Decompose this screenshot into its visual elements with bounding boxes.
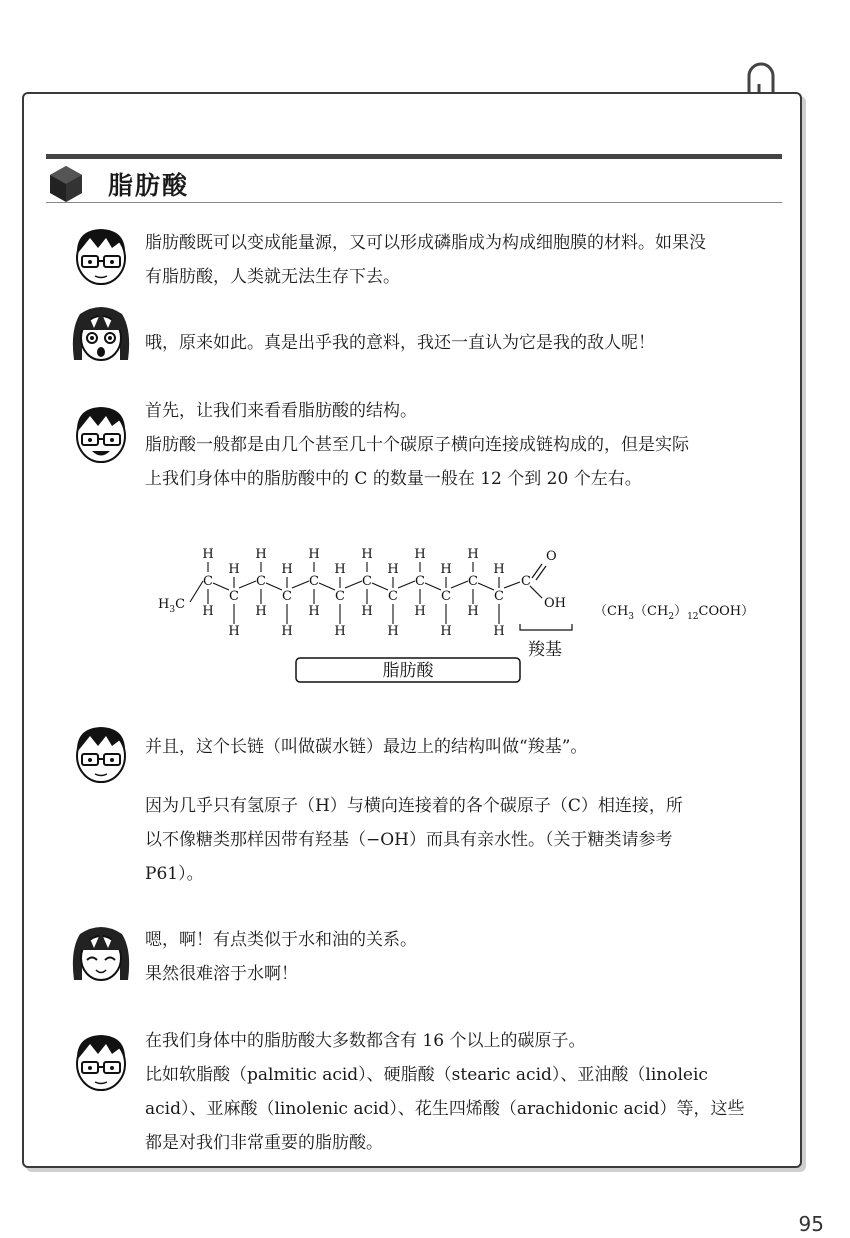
dialogue-text-4 [145,730,587,764]
fatty-acid-label: 脂肪酸 [382,661,434,681]
dialogue-text-7 [145,1024,745,1160]
text-line: 上我们身体中的脂肪酸中的 C 的数量一般在 12 个到 20 个左右。 [145,469,642,489]
carbon-atom: C [309,574,319,589]
dialogue-text-3 [145,394,689,496]
hydrogen-atom: H [308,547,320,562]
text-line: 嗯，啊！有点类似于水和油的关系。 [145,930,417,950]
carboxyl-label: 羧基 [528,640,562,660]
text-line: 有脂肪酸，人类就无法生存下去。 [145,267,400,287]
hydrogen-atom: H [467,604,479,619]
header-bar [46,154,782,159]
hydrogen-atom: H [281,624,293,639]
glasses-character-avatar [68,1028,134,1094]
hydrogen-atom: H [440,624,452,639]
carbon-atom: C [388,589,398,604]
dialogue-text-1 [145,226,706,294]
hydrogen-atom: H [467,547,479,562]
carbon-atom: C [229,589,239,604]
glasses-character-avatar [68,400,134,466]
hexagon-bullet-icon [46,164,86,204]
text-line: 因为几乎只有氢原子（H）与横向连接着的各个碳原子（C）相连接，所 [145,796,683,816]
text-line: acid）、亚麻酸（linolenic acid）、花生四烯酸（arachidonic acid）等，这些 [145,1099,745,1119]
text-line: P61）。 [145,864,204,884]
hydrogen-atom: H [361,547,373,562]
text-line: 比如软脂酸（palmitic acid）、硬脂酸（stearic acid）、亚油酸（linoleic [145,1065,708,1085]
glasses-character-avatar [68,222,134,288]
section-title: 脂肪酸 [108,171,190,200]
carboxyl-bracket [520,624,572,630]
text-line: 脂肪酸一般都是由几个甚至几十个碳原子横向连接成链构成的，但是实际 [145,435,689,455]
text-line: 哦，原来如此。真是出乎我的意料，我还一直认为它是我的敌人呢！ [145,333,655,353]
text-line: 首先，让我们来看看脂肪酸的结构。 [145,401,417,421]
hydrogen-atom: H [255,604,267,619]
text-line: 果然很难溶于水啊！ [145,964,298,984]
hydrogen-atom: H [414,547,426,562]
hydroxyl-label: OH [544,596,566,611]
header-rule [46,202,782,203]
text-line: 在我们身体中的脂肪酸大多数都含有 16 个以上的碳原子。 [145,1031,586,1051]
hydrogen-atom: H [202,547,214,562]
carbon-atom: C [203,574,213,589]
text-line: 脂肪酸既可以变成能量源，又可以形成磷脂成为构成细胞膜的材料。如果没 [145,233,706,253]
girl-character-avatar [68,300,134,366]
hydrogen-atom: H [414,604,426,619]
hydrogen-atom: H [387,562,399,577]
hydrogen-atom: H [334,562,346,577]
page-number: 95 [798,1212,824,1236]
formula-label: $(CH_3(CH_2)_{12}COOH)$ [594,604,755,622]
carbon-atom: C [441,589,451,604]
girl-character-avatar [68,920,134,986]
carbon-atom: C [494,589,504,604]
hydrogen-atom: H [493,562,505,577]
text-line: 并且，这个长链（叫做碳水链）最边上的结构叫做“羧基”。 [145,737,588,757]
hydrogen-atom: H [440,562,452,577]
hydrogen-atom: H [334,624,346,639]
hydrogen-atom: H [361,604,373,619]
text-line: 以不像糖类那样因带有羟基（−OH）而具有亲水性。（关于糖类请参考 [145,830,673,850]
hydrogen-atom: H [281,562,293,577]
hydrogen-atom: H [255,547,267,562]
fatty-acid-structure-diagram [150,540,770,690]
carbon-atom: C [256,574,266,589]
hydrogen-atom: H [228,624,240,639]
hydrogen-atom: H [308,604,320,619]
carbon-atom: C [521,574,531,589]
hydrogen-atom: H [387,624,399,639]
carbon-atom: C [335,589,345,604]
dialogue-text-5 [145,789,683,891]
hydrogen-atom: H [202,604,214,619]
carbon-atom: C [415,574,425,589]
methyl-group-label: $H_3C$ [158,597,186,615]
hydrogen-atom: H [228,562,240,577]
carbon-atom: C [362,574,372,589]
carbon-atom: C [282,589,292,604]
carbon-atom: C [468,574,478,589]
text-line: 都是对我们非常重要的脂肪酸。 [145,1133,383,1153]
dialogue-text-6 [145,923,417,991]
carbon-chain [190,547,531,639]
oxygen-label: O [546,549,557,564]
glasses-character-avatar [68,720,134,786]
hydrogen-atom: H [493,624,505,639]
dialogue-text-2 [145,326,655,360]
